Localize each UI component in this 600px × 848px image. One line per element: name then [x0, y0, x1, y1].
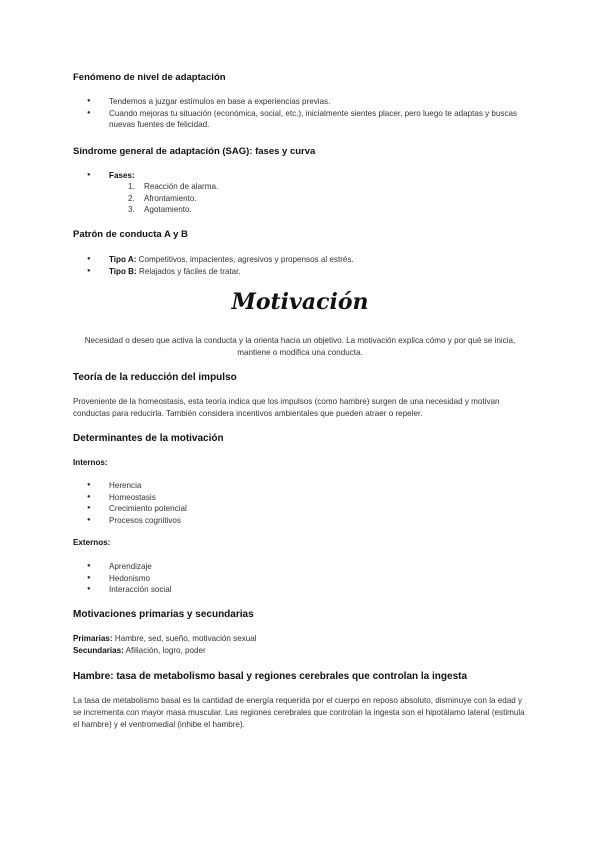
hunger-heading: Hambre: tasa de metabolismo basal y regiones cerebrales que controlan la ingesta [73, 671, 468, 682]
adaptation-level-list [87, 96, 532, 131]
list-item [128, 193, 218, 205]
list-item: ● Cuando mejoras tu situación (económica, social, etc.), inicialmente sientes placer, pero luego te adaptas y buscas nuevas fuentes de felicidad. [87, 108, 532, 131]
external-list [87, 561, 532, 596]
list-item [87, 266, 532, 278]
determinants-heading: Determinantes de la motivación [73, 433, 224, 444]
type-a-label: Tipo A: [109, 255, 137, 264]
external-label: Externos: [73, 538, 111, 547]
hunger-text: La tasa de metabolismo basal es la cantidad de energía requerida por el cuerpo en reposo absoluto, disminuye con la edad y se incrementa con mayor masa muscular. Las regiones cerebrales que controlan la ingesta son el hipotálamo lateral (estimula el hambre) y el ventromedial (inhibe el hambre). [73, 696, 525, 729]
list-item: ● Hedonismo [87, 573, 532, 585]
list-item: ● Homeostasis [87, 492, 532, 504]
primary-label: Primarias: [73, 634, 113, 643]
list-item: ● Crecimiento potencial [87, 503, 532, 515]
behavior-pattern-heading: Patrón de conducta A y B [73, 229, 188, 240]
internal-list [87, 480, 532, 526]
list-number: 1. [128, 182, 135, 191]
type-b-text: Relajados y fáciles de tratar. [136, 266, 241, 276]
phases-label: Fases: [109, 171, 135, 180]
list-item [87, 170, 532, 182]
phase-text: Reacción de alarma. [144, 182, 219, 191]
list-item [87, 254, 532, 266]
drive-reduction-text: Proveniente de la homeostasis, esta teoría indica que los impulsos (como hambre) surgen de una necesidad y motivan conductas para reducirla. También considera incentivos ambientales que pueden atraer o repeler. [73, 397, 500, 418]
secondary-text: Afiliación, logro, poder [123, 646, 206, 655]
list-item: ● Aprendizaje [87, 561, 532, 573]
internal-label: Internos: [73, 458, 108, 467]
type-b-label: Tipo B: [109, 266, 137, 276]
sag-list [87, 170, 532, 182]
primary-line [73, 633, 529, 645]
page-title: Motivación [231, 289, 369, 315]
type-a-text: Competitivos, impacientes, agresivos y propensos al estrés. [136, 255, 354, 264]
list-number: 3. [128, 205, 135, 214]
secondary-line [73, 645, 529, 657]
primary-secondary-heading: Motivaciones primarias y secundarias [73, 609, 254, 620]
behavior-pattern-list [87, 254, 532, 277]
primary-text: Hambre, sed, sueño, motivación sexual [112, 634, 257, 643]
phases-list [128, 181, 218, 216]
list-item [128, 181, 218, 193]
secondary-label: Secundarias: [73, 646, 124, 655]
list-item: ● Procesos cognitivos [87, 515, 532, 527]
sag-heading: Síndrome general de adaptación (SAG): fases y curva [73, 146, 316, 157]
phase-text: Agotamiento. [144, 205, 192, 214]
list-number: 2. [128, 193, 135, 203]
adaptation-level-heading: Fenómeno de nivel de adaptación [73, 72, 226, 83]
drive-reduction-heading: Teoría de la reducción del impulso [73, 372, 237, 383]
list-item [128, 204, 218, 216]
phase-text: Afrontamiento. [144, 193, 197, 203]
list-item: ● Tendemos a juzgar estímulos en base a experiencias previas. [87, 96, 532, 108]
list-item: ● Herencia [87, 480, 532, 492]
list-item: ● Interacción social [87, 584, 532, 596]
intro-text: Necesidad o deseo que activa la conducta y la orienta hacia un objetivo. La motivación explica cómo y por qué se inicia, mantiene o modifica una conducta. [84, 336, 516, 357]
